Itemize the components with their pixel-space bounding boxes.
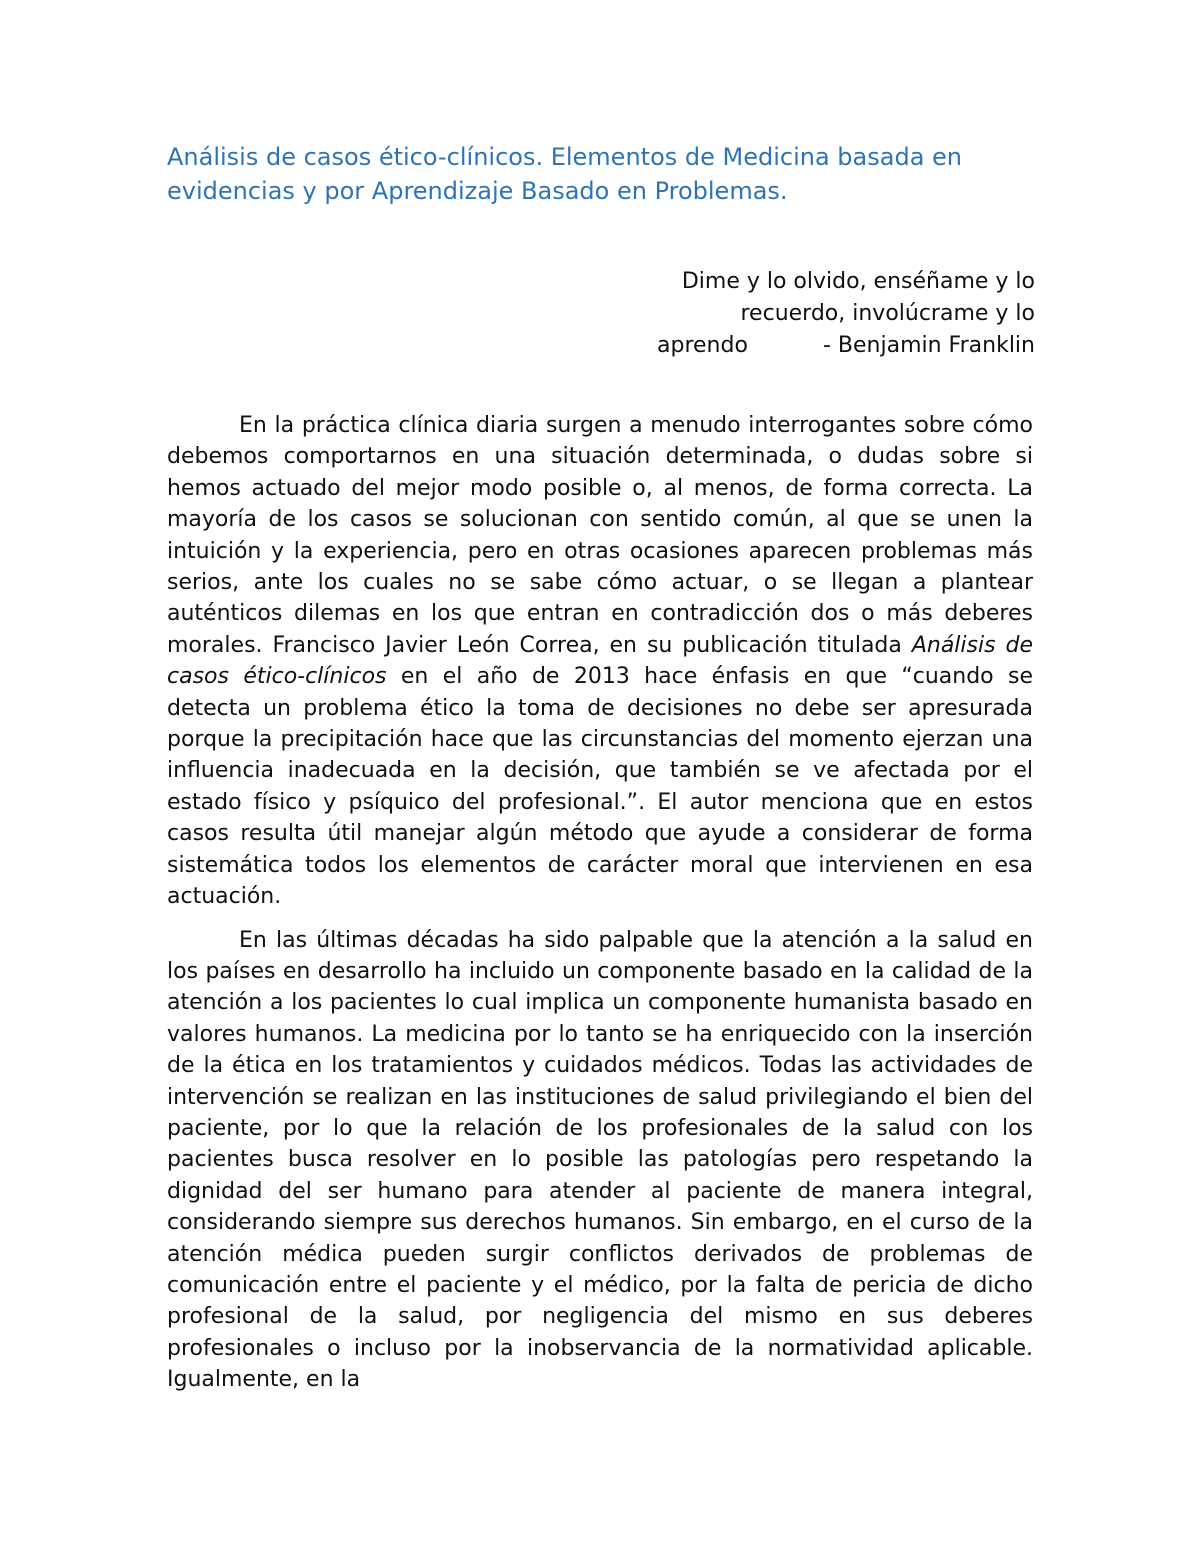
document-body [167,410,1033,1396]
paragraph-1 [167,410,1033,913]
epigraph-author: - Benjamin Franklin [822,333,1035,358]
document-page [167,140,1033,1408]
epigraph-line-2: recuerdo, involúcrame y lo [740,301,1035,326]
paragraph-1-text-b: en el año de 2013 hace énfasis en que “cuando se detecta un problema ético la toma de decisiones no debe ser apresurada porque la precipitación hace que las circunstancias del momento ejerzan una influencia inadecuada en la decisión, que también se ve afectada por el estado físico y psíquico del profesional.”. El autor menciona que en estos casos resulta útil manejar algún método que ayude a considerar de forma sistemática todos los elementos de carácter moral que intervienen en esa actuación. [167,664,1033,910]
epigraph-quote [657,266,1035,362]
epigraph-line-3-text: aprendo [657,333,748,358]
epigraph-line-1: Dime y lo olvido, enséñame y lo [681,269,1035,294]
paragraph-1-text-a: En la práctica clínica diaria surgen a menudo interrogantes sobre cómo debemos comportarnos en una situación determinada, o dudas sobre si hemos actuado del mejor modo posible o, al menos, de forma correcta. La mayoría de los casos se solucionan con sentido común, al que se unen la intuición y la experiencia, pero en otras ocasiones aparecen problemas más serios, ante los cuales no se sabe cómo actuar, o se llegan a plantear auténticos dilemas en los que entran en contradicción dos o más deberes morales. Francisco Javier León Correa, en su publicación titulada [167,413,1033,658]
document-title: Análisis de casos ético-clínicos. Elementos de Medicina basada en evidencias y por Aprendizaje Basado en Problemas. [167,143,962,205]
paragraph-2: En las últimas décadas ha sido palpable que la atención a la salud en los países en desarrollo ha incluido un componente basado en la calidad de la atención a los pacientes lo cual implica un componente humanista basado en valores humanos. La medicina por lo tanto se ha enriquecido con la inserción de la ética en los tratamientos y cuidados médicos. Todas las actividades de intervención se realizan en las instituciones de salud privilegiando el bien del paciente, por lo que la relación de los profesionales de la salud con los pacientes busca resolver en lo posible las patologías pero respetando la dignidad del ser humano para atender al paciente de manera integral, considerando siempre sus derechos humanos. Sin embargo, en el curso de la atención médica pueden surgir conflictos derivados de problemas de comunicación entre el paciente y el médico, por la falta de pericia de dicho profesional de la salud, por negligencia del mismo en sus deberes profesionales o incluso por la inobservancia de la normatividad aplicable. Igualmente, en la [167,927,1033,1393]
epigraph-line-3 [657,330,1035,362]
cited-work-title: Análisis de casos ético-clínicos [167,632,1034,690]
